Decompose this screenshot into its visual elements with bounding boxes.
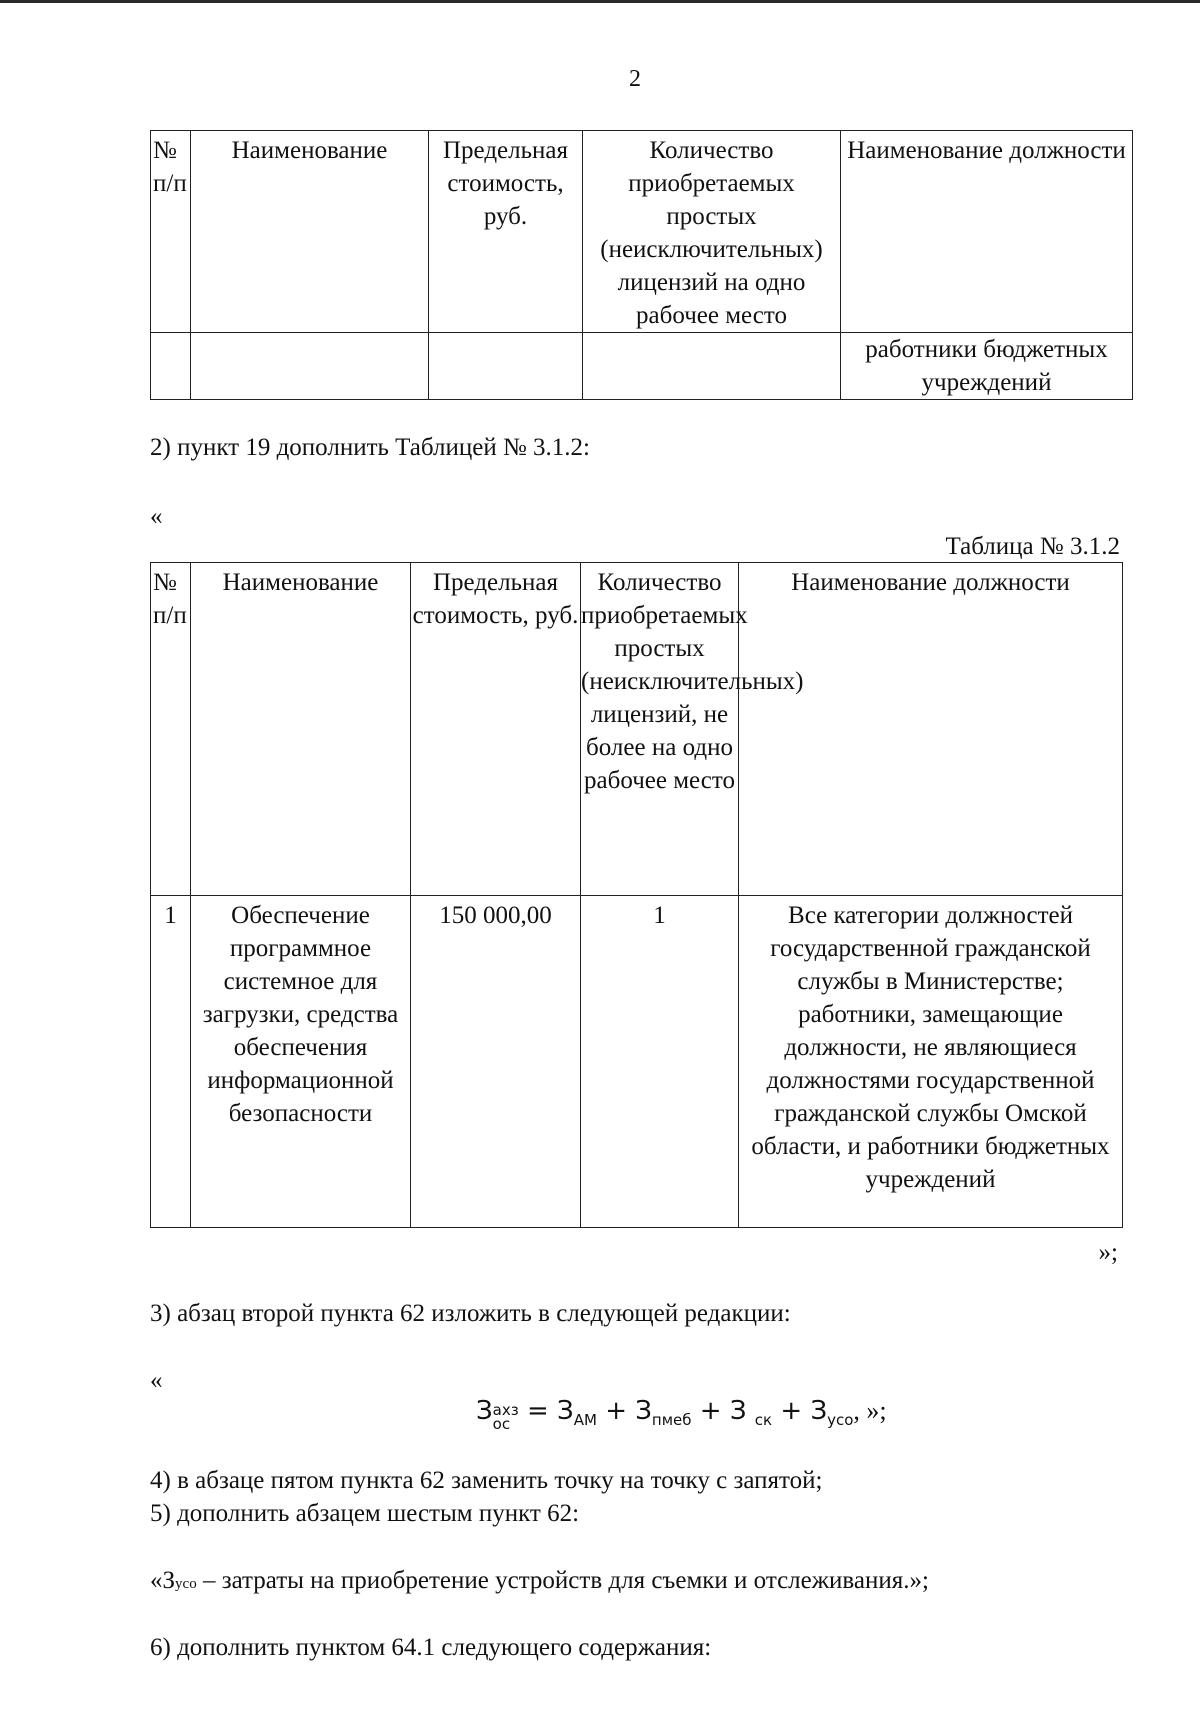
- open-quote-2: «: [150, 1367, 163, 1394]
- definition-sub: усо: [175, 1576, 197, 1592]
- formula: [476, 1396, 887, 1431]
- header-quantity: Количество приобретаемых простых (неисключительных) лицензий на одно рабочее место: [583, 131, 841, 333]
- table-continuation: [150, 130, 1133, 400]
- header-quantity: Количество приобретаемых простых (неисключительных) лицензий, не более на одно рабочее место: [581, 563, 739, 896]
- formula-term-4: З: [810, 1396, 828, 1426]
- formula-term-3-sub: ск: [754, 1411, 773, 1430]
- page-number: 2: [629, 66, 641, 92]
- formula-plus-2: +: [699, 1396, 730, 1426]
- close-quote: »;: [1098, 1239, 1118, 1266]
- table-header-row: [151, 563, 1123, 896]
- formula-term-1-sub: АМ: [573, 1411, 597, 1430]
- table-row: [151, 896, 1123, 1228]
- table-caption: Таблица № 3.1.2: [945, 533, 1120, 560]
- table-header-row: [151, 131, 1133, 333]
- header-name: Наименование: [191, 131, 429, 333]
- cell-name: [191, 333, 429, 400]
- cell-quantity: [583, 333, 841, 400]
- item-5: 5) дополнить абзацем шестым пункт 62:: [150, 1500, 580, 1527]
- cell-number: 1: [151, 896, 191, 1228]
- definition-line: [150, 1566, 929, 1599]
- open-quote: «: [150, 503, 163, 530]
- header-name: Наименование: [191, 563, 411, 896]
- formula-term-4-sub: усо: [827, 1411, 854, 1430]
- cell-position: работники бюджетных учреждений: [841, 333, 1133, 400]
- cell-price: [429, 333, 583, 400]
- header-number: № п/п: [151, 131, 191, 333]
- formula-lhs-sub: ос: [492, 1415, 511, 1433]
- formula-tail: , »;: [853, 1396, 887, 1425]
- header-price: Предельная стоимость, руб.: [429, 131, 583, 333]
- page-top-edge: [0, 0, 1200, 3]
- formula-plus-1: +: [605, 1396, 636, 1426]
- cell-number: [151, 333, 191, 400]
- cell-name: Обеспечение программное системное для загрузки, средства обеспечения информационной безопасности: [191, 896, 411, 1228]
- formula-term-3: З: [729, 1396, 755, 1426]
- cell-position: Все категории должностей государственной гражданской службы в Министерстве; работники, замещающие должности, не являющиеся должностями государственной гражданской службы Омской области, и работники бюджетных учреждений: [739, 896, 1123, 1228]
- formula-lhs-indices: [493, 1403, 519, 1431]
- item-2: 2) пункт 19 дополнить Таблицей № 3.1.2:: [150, 434, 591, 461]
- table-row: [151, 333, 1133, 400]
- table-3-1-2: [150, 562, 1123, 1228]
- header-price: Предельная стоимость, руб.: [411, 563, 581, 896]
- formula-term-2-sub: пмеб: [651, 1411, 692, 1430]
- item-6: 6) дополнить пунктом 64.1 следующего содержания:: [150, 1634, 712, 1661]
- item-4: 4) в абзаце пятом пункта 62 заменить точку на точку с запятой;: [150, 1467, 823, 1494]
- formula-term-1: З: [557, 1396, 574, 1426]
- definition-prefix: «З: [150, 1567, 176, 1594]
- item-3: 3) абзац второй пункта 62 изложить в следующей редакции:: [150, 1300, 791, 1327]
- header-number: № п/п: [151, 563, 191, 896]
- cell-price: 150 000,00: [411, 896, 581, 1228]
- formula-term-2: З: [635, 1396, 652, 1426]
- header-position: Наименование должности: [739, 563, 1123, 896]
- header-position: Наименование должности: [841, 131, 1133, 333]
- cell-quantity: 1: [581, 896, 739, 1228]
- definition-text: – затраты на приобретение устройств для съемки и отслеживания.»;: [196, 1567, 929, 1594]
- formula-eq: =: [526, 1396, 558, 1426]
- formula-plus-3: +: [780, 1396, 811, 1426]
- formula-lhs: З: [476, 1396, 493, 1426]
- formula-lhs-sup: ахз: [492, 1401, 519, 1419]
